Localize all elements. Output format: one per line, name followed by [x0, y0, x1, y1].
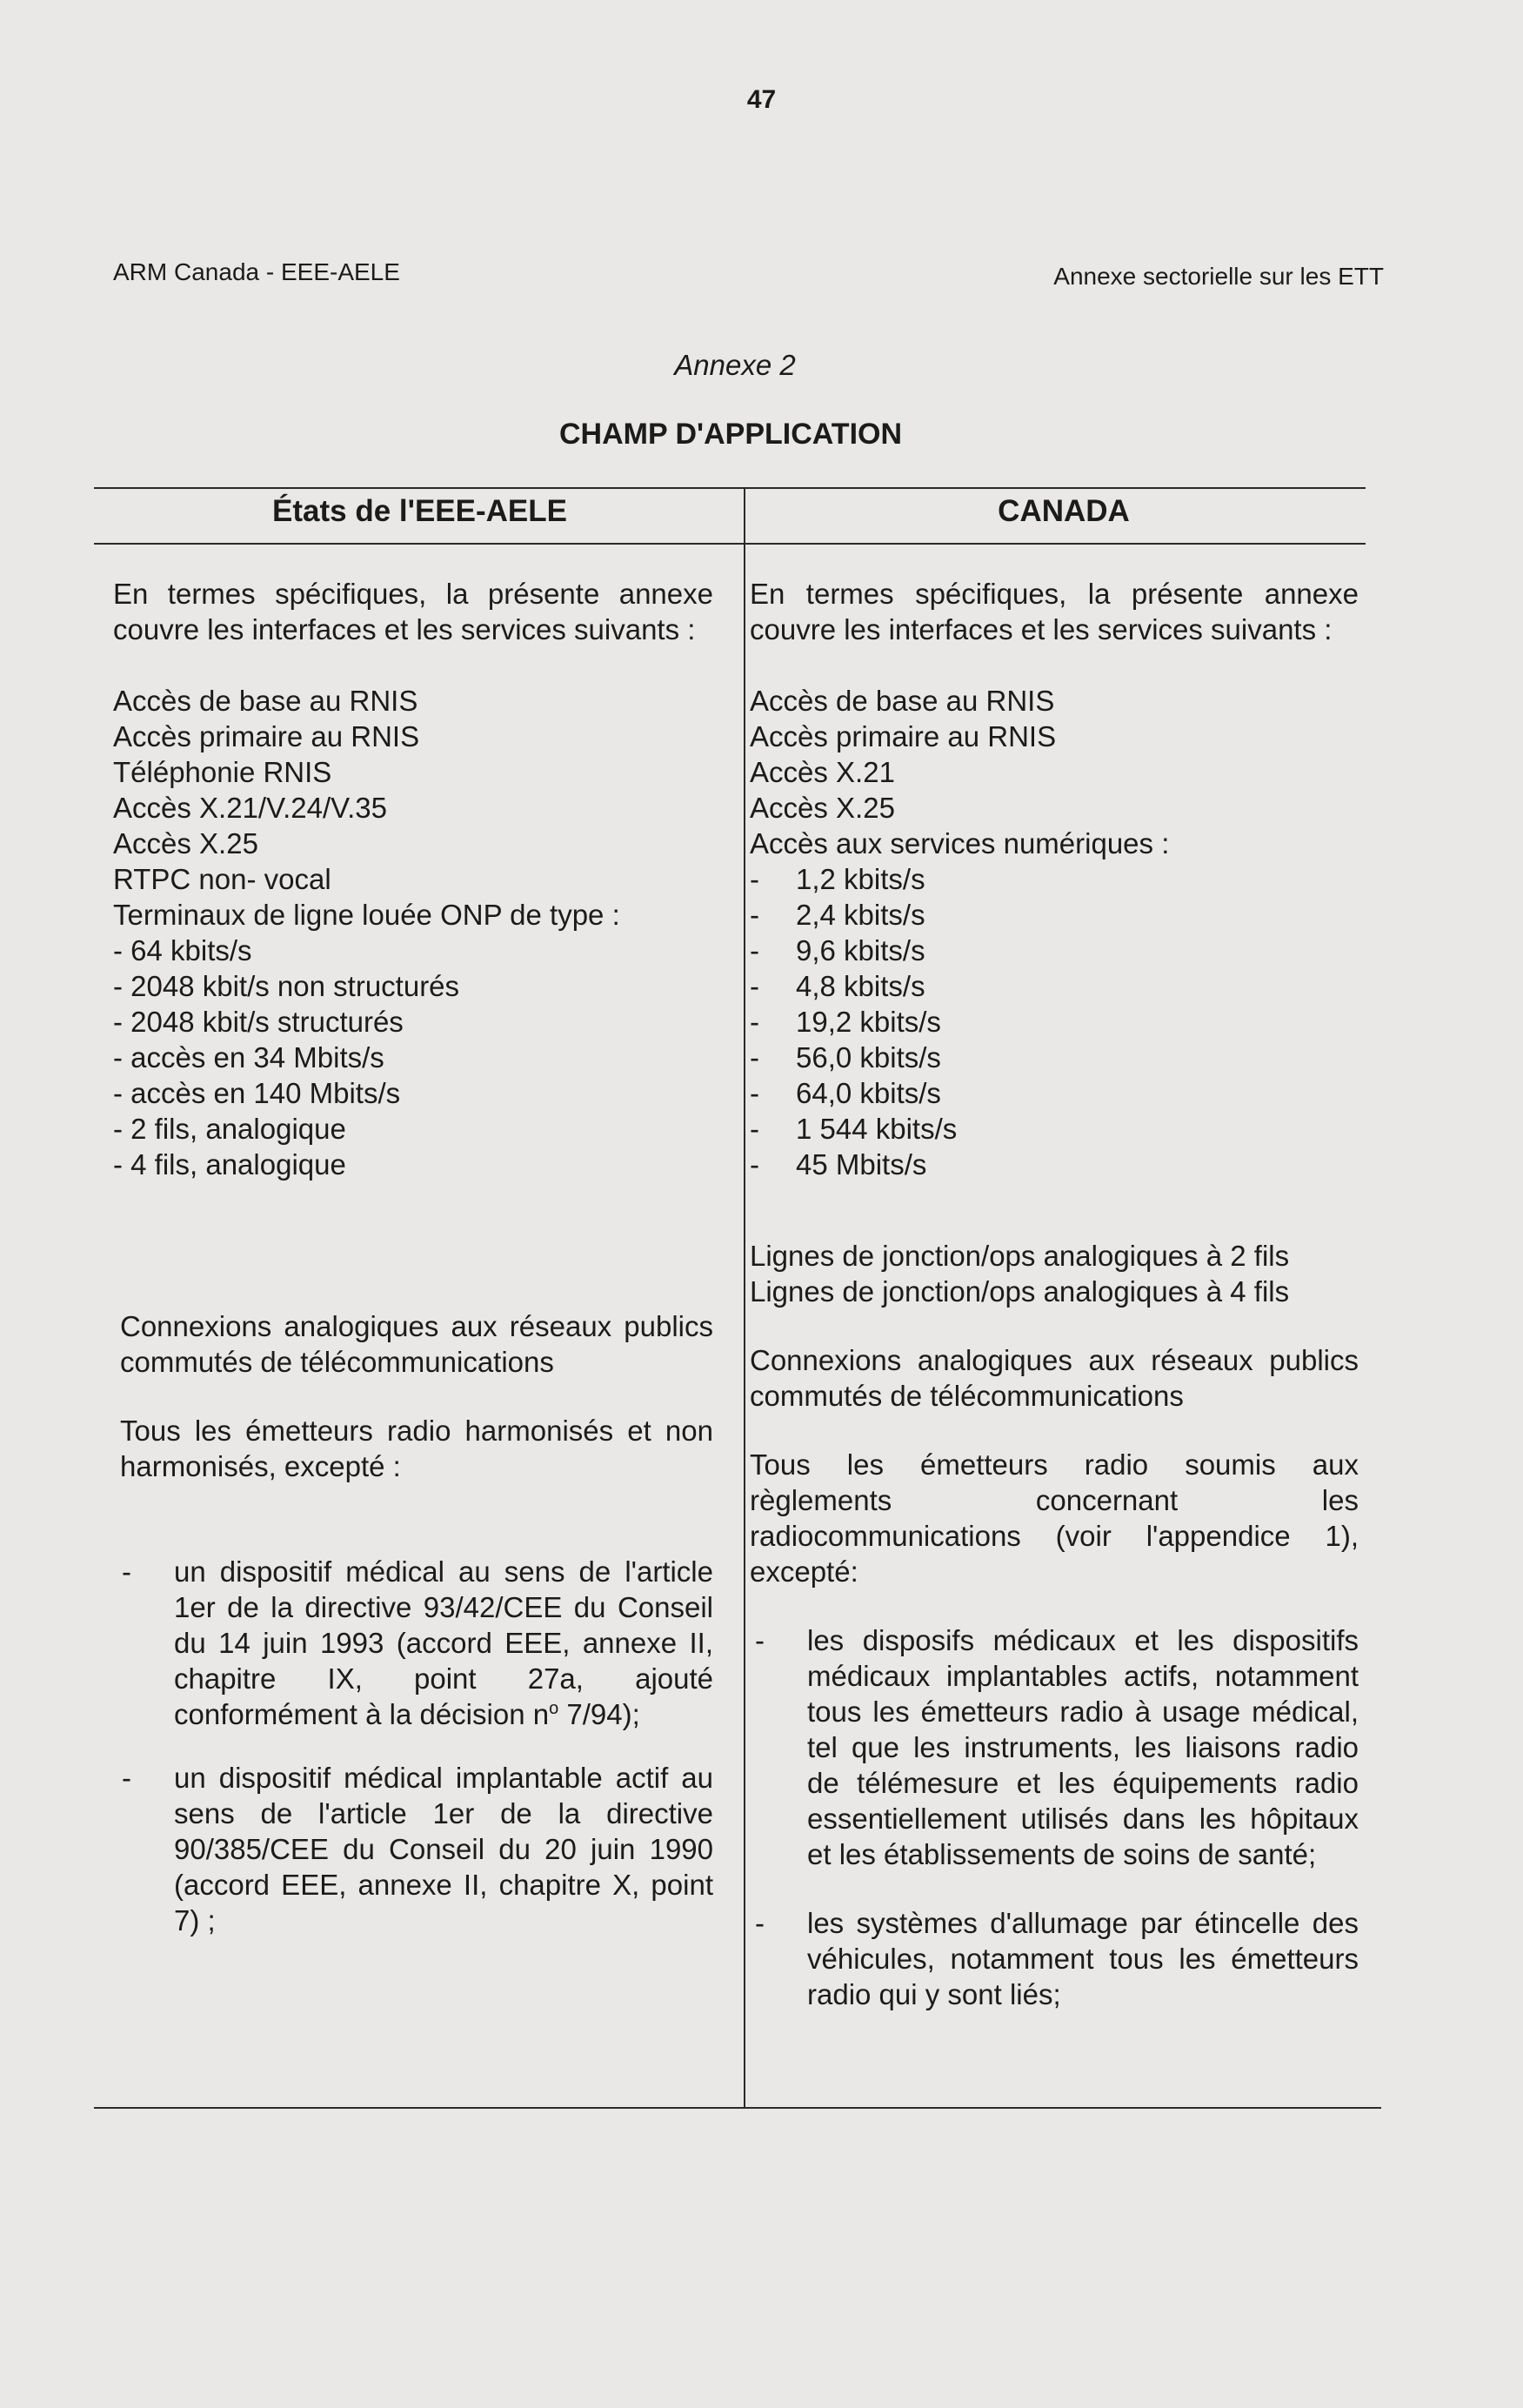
exception-text: un dispositif médical au sens de l'article 1er de la directive 93/42/CEE du Conseil du 14 juin 1993 (accord EEE, annexe II, chapitre IX, point 27a, ajouté conformément à la décision $n^o$ 7/94);	[174, 1555, 713, 1730]
canada-exception-1	[750, 1622, 1359, 1872]
list-item: Accès de base au RNIS	[113, 685, 418, 717]
header-right: Annexe sectorielle sur les ETT	[1053, 263, 1384, 290]
list-item: - 45 Mbits/s	[750, 1148, 927, 1181]
list-item: Accès X.25	[750, 792, 895, 824]
list-item: Accès X.21/V.24/V.35	[113, 792, 387, 824]
list-item: - 9,6 kbits/s	[750, 934, 925, 967]
efta-exception-1	[113, 1554, 713, 1732]
list-item: - 4 fils, analogique	[113, 1148, 346, 1181]
efta-column	[113, 576, 713, 1938]
exception-text: les systèmes d'allumage par étincelle des véhicules, notamment tous les émetteurs radio qui y sont liés;	[807, 1907, 1359, 2010]
list-item: - 1,2 kbits/s	[750, 863, 925, 895]
efta-services-list	[113, 683, 713, 1182]
list-item: - 2,4 kbits/s	[750, 899, 925, 931]
canada-analog-connections: Connexions analogiques aux réseaux publics commutés de télécommunications	[750, 1344, 1359, 1412]
list-item: - 2048 kbit/s non structurés	[113, 970, 460, 1002]
column-heading-canada: CANADA	[998, 494, 1130, 528]
list-item: - 56,0 kbits/s	[750, 1041, 941, 1074]
canada-trunk-lines	[750, 1238, 1359, 1309]
canada-intro: En termes spécifiques, la présente annexe couvre les interfaces et les services suivants :	[750, 578, 1359, 645]
annex-title: Annexe 2	[674, 349, 796, 381]
list-item: Accès X.21	[750, 756, 895, 788]
list-item: - accès en 140 Mbits/s	[113, 1077, 401, 1109]
list-item: - 2048 kbit/s structurés	[113, 1006, 404, 1038]
exception-text: un dispositif médical implantable actif au sens de l'article 1er de la directive 90/385/CEE du Conseil du 20 juin 1990 (accord EEE, annexe II, chapitre X, point 7) ;	[174, 1762, 713, 1936]
list-item: - accès en 34 Mbits/s	[113, 1041, 384, 1074]
page-number: 47	[746, 85, 777, 114]
scope-title: CHAMP D'APPLICATION	[558, 418, 903, 451]
dash: -	[755, 1907, 765, 1939]
list-item: Accès X.25	[113, 827, 258, 860]
dash: -	[122, 1762, 131, 1794]
dash: -	[122, 1555, 131, 1588]
list-item: Terminaux de ligne louée ONP de type :	[113, 899, 620, 931]
list-item: - 1 544 kbits/s	[750, 1113, 958, 1145]
list-item: Accès de base au RNIS	[750, 685, 1055, 717]
list-item: - 64,0 kbits/s	[750, 1077, 941, 1109]
list-item: - 64 kbits/s	[113, 934, 252, 967]
header-left: ARM Canada - EEE-AELE	[113, 258, 400, 285]
dash: -	[755, 1624, 765, 1656]
list-item: - 4,8 kbits/s	[750, 970, 925, 1002]
canada-exception-2	[750, 1905, 1359, 2012]
list-item: - 19,2 kbits/s	[750, 1006, 941, 1038]
column-divider	[744, 487, 745, 2107]
list-item: RTPC non- vocal	[113, 863, 331, 895]
canada-column	[750, 576, 1359, 2012]
list-item: Lignes de jonction/ops analogiques à 2 fils	[750, 1240, 1290, 1272]
table-bottom-rule	[94, 2107, 1381, 2109]
efta-radio-statement: Tous les émetteurs radio harmonisés et non harmonisés, excepté :	[120, 1415, 713, 1482]
canada-rates-list	[750, 861, 1359, 1182]
list-item: Accès primaire au RNIS	[113, 720, 420, 752]
list-item: Accès primaire au RNIS	[750, 720, 1057, 752]
exception-text: les disposifs médicaux et les dispositifs médicaux implantables actifs, notamment tous les émetteurs radio à usage médical, tel que les instruments, les liaisons radio de télémesure et les équipements radio essentiellement utilisés dans les hôpitaux et les établissements de soins de santé;	[807, 1624, 1359, 1870]
canada-services-list	[750, 683, 1359, 861]
list-item: Accès aux services numériques :	[750, 827, 1170, 860]
column-heading-efta: États de l'EEE-AELE	[272, 494, 567, 528]
canada-radio-statement: Tous les émetteurs radio soumis aux règlements concernant les radiocommunications (voir l'appendice 1), excepté:	[750, 1448, 1359, 1588]
list-item: Téléphonie RNIS	[113, 756, 332, 788]
list-item: - 2 fils, analogique	[113, 1113, 346, 1145]
list-item: Lignes de jonction/ops analogiques à 4 fils	[750, 1275, 1290, 1308]
efta-exception-2	[113, 1760, 713, 1938]
table-header-rule	[94, 543, 1366, 545]
table-top-rule	[94, 487, 1366, 489]
efta-analog-connections: Connexions analogiques aux réseaux publics commutés de télécommunications	[120, 1310, 713, 1378]
efta-intro: En termes spécifiques, la présente annexe couvre les interfaces et les services suivants :	[113, 578, 713, 645]
